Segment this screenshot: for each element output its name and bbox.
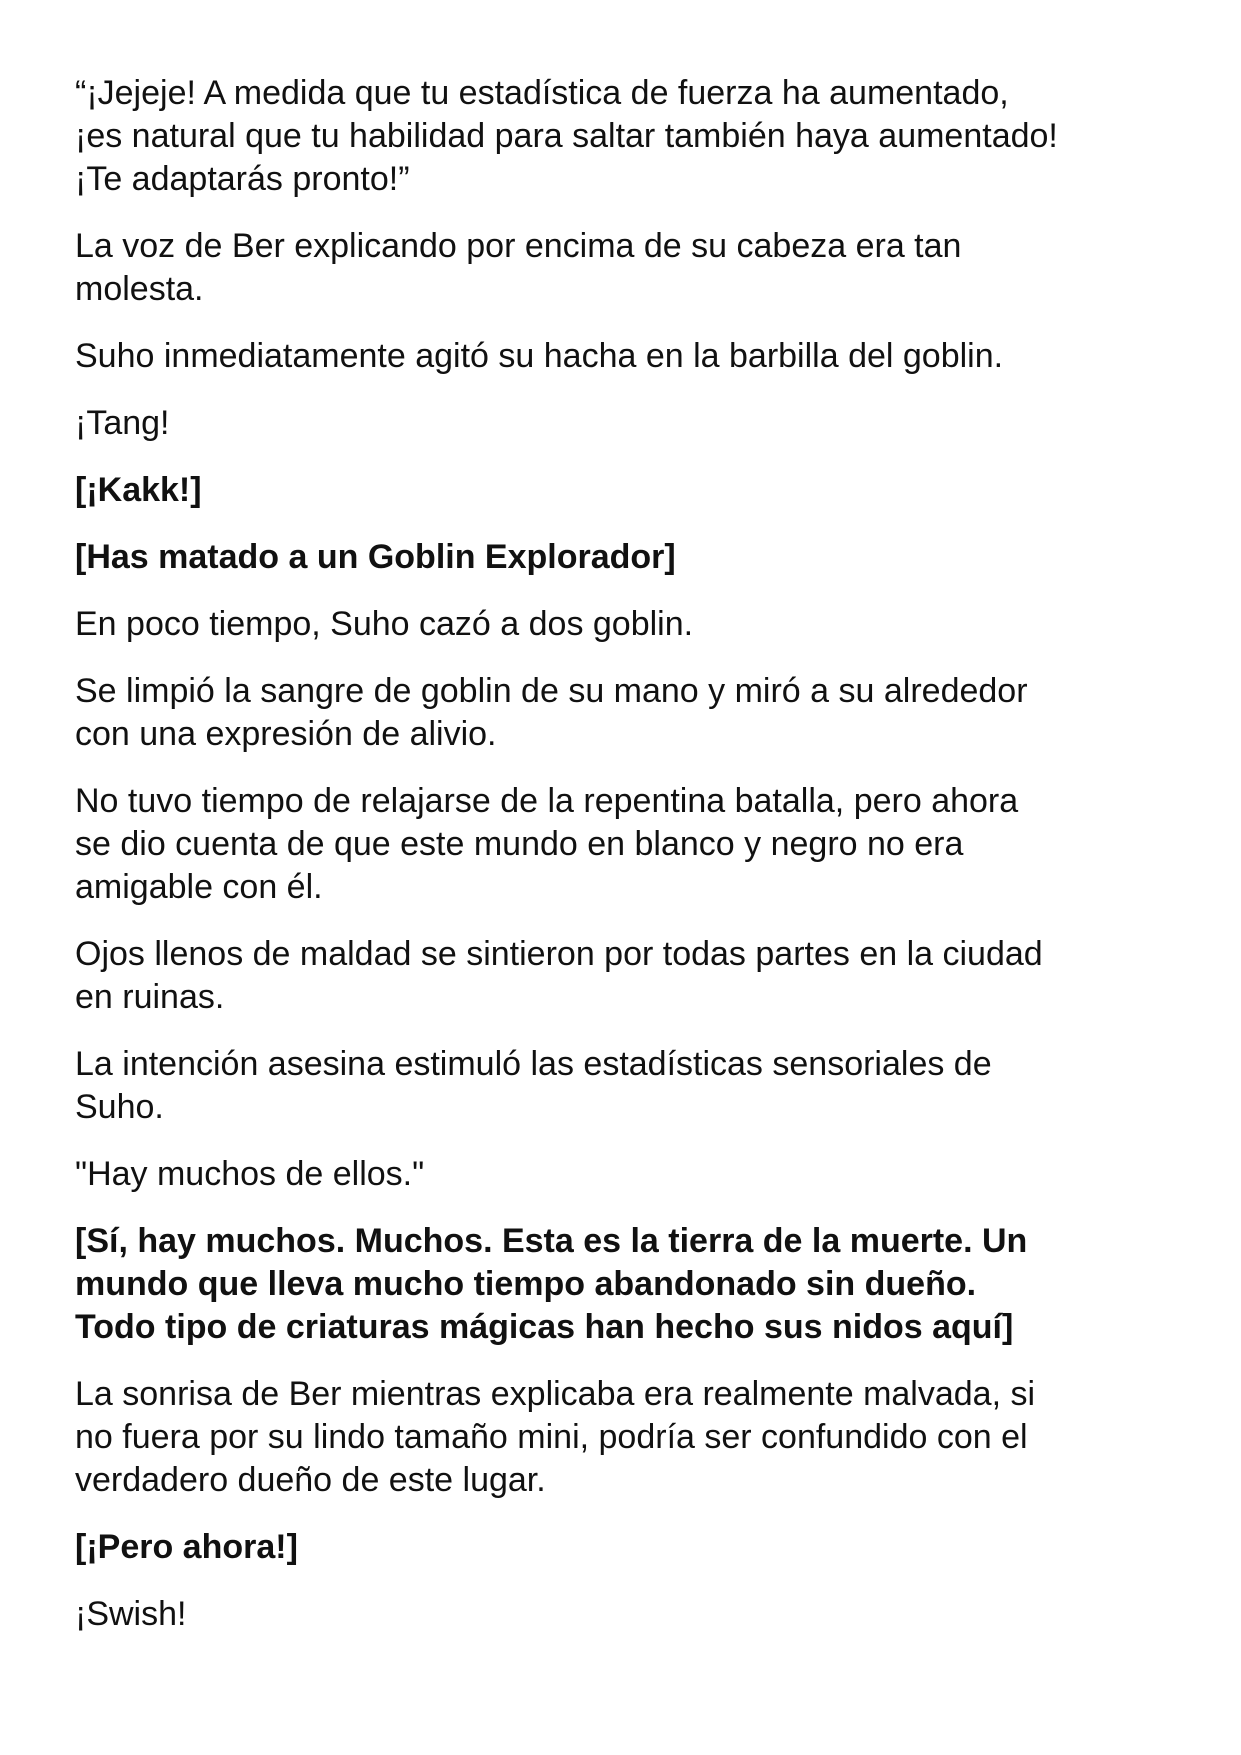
text-line: Todo tipo de criaturas mágicas han hecho sus nidos aquí] <box>75 1308 1014 1346</box>
document-page <box>75 72 1175 1660</box>
text-line: Se limpió la sangre de goblin de su mano y miró a su alrededor <box>75 672 1028 710</box>
narrative-paragraph <box>75 603 1175 646</box>
narrative-paragraph <box>75 780 1175 909</box>
narrative-paragraph <box>75 335 1175 378</box>
text-line: [Has matado a un Goblin Explorador] <box>75 538 676 576</box>
narrative-paragraph <box>75 1153 1175 1196</box>
text-line: En poco tiempo, Suho cazó a dos goblin. <box>75 605 694 643</box>
narrative-paragraph <box>75 1043 1175 1129</box>
system-message-paragraph <box>75 1526 1175 1569</box>
text-line: en ruinas. <box>75 978 225 1016</box>
text-line: No tuvo tiempo de relajarse de la repentina batalla, pero ahora <box>75 782 1019 820</box>
system-message-paragraph <box>75 536 1175 579</box>
text-line: verdadero dueño de este lugar. <box>75 1461 546 1499</box>
system-message-paragraph <box>75 1220 1175 1349</box>
text-line: no fuera por su lindo tamaño mini, podría ser confundido con el <box>75 1418 1028 1456</box>
text-line: La voz de Ber explicando por encima de su cabeza era tan <box>75 227 962 265</box>
narrative-paragraph <box>75 1593 1175 1636</box>
text-line: La intención asesina estimuló las estadísticas sensoriales de <box>75 1045 992 1083</box>
text-line: “¡Jejeje! A medida que tu estadística de fuerza ha aumentado, <box>75 74 1009 112</box>
text-line: mundo que lleva mucho tiempo abandonado sin dueño. <box>75 1265 977 1303</box>
narrative-paragraph <box>75 402 1175 445</box>
narrative-paragraph <box>75 933 1175 1019</box>
text-line: ¡Te adaptarás pronto!” <box>75 160 410 198</box>
text-line: ¡Swish! <box>75 1595 187 1633</box>
system-message-paragraph <box>75 469 1175 512</box>
text-line: molesta. <box>75 270 204 308</box>
narrative-paragraph <box>75 1373 1175 1502</box>
text-line: con una expresión de alivio. <box>75 715 497 753</box>
text-line: [Sí, hay muchos. Muchos. Esta es la tierra de la muerte. Un <box>75 1222 1028 1260</box>
text-line: Ojos llenos de maldad se sintieron por todas partes en la ciudad <box>75 935 1043 973</box>
narrative-paragraph <box>75 72 1175 201</box>
text-line: amigable con él. <box>75 868 323 906</box>
narrative-paragraph <box>75 670 1175 756</box>
document-body <box>75 72 1175 1636</box>
text-line: [¡Kakk!] <box>75 471 202 509</box>
text-line: Suho. <box>75 1088 164 1126</box>
text-line: La sonrisa de Ber mientras explicaba era realmente malvada, si <box>75 1375 1036 1413</box>
text-line: "Hay muchos de ellos." <box>75 1155 425 1193</box>
text-line: Suho inmediatamente agitó su hacha en la barbilla del goblin. <box>75 337 1004 375</box>
text-line: ¡es natural que tu habilidad para saltar también haya aumentado! <box>75 117 1058 155</box>
text-line: se dio cuenta de que este mundo en blanco y negro no era <box>75 825 964 863</box>
text-line: [¡Pero ahora!] <box>75 1528 298 1566</box>
narrative-paragraph <box>75 225 1175 311</box>
text-line: ¡Tang! <box>75 404 170 442</box>
